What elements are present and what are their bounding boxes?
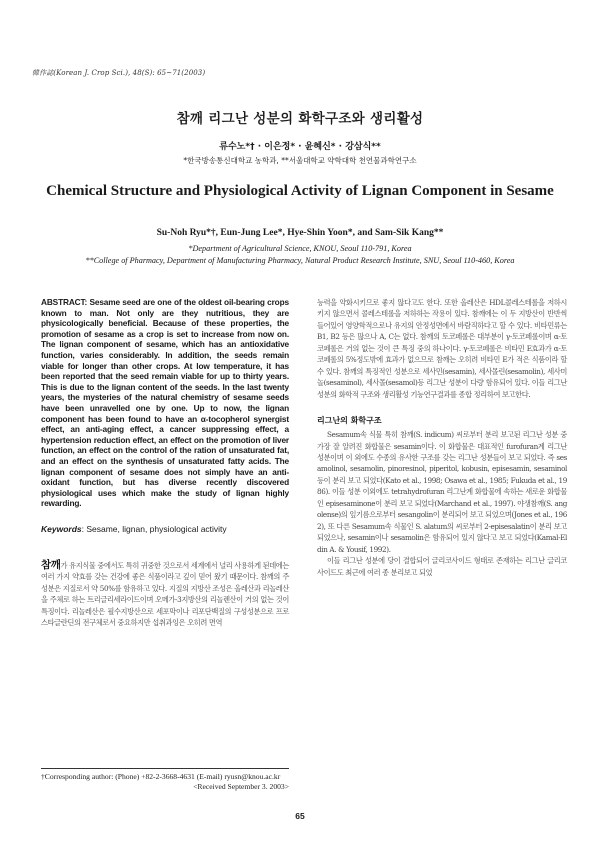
title-korean: 참깨 리그난 성분의 화학구조와 생리활성 — [176, 111, 424, 127]
footnote — [41, 772, 289, 792]
affiliation-english-2: **College of Pharmacy, Department of Manufacturing Pharmacy, Natural Product Research Institute, SNU, Seoul 110-460, Korea — [85, 255, 515, 265]
intro-text: 가 유지식물 중에서도 특히 귀중한 것으로서 세계에서 널리 사용하게 된데에는 여러 가지 약효를 갖는 건강에 좋은 식품이라고 깊이 믿어 왔기 때문이다. 참깨의 주성분은 지질로서 약 50%를 함유하고 있다. 지질의 지방산 조성은 올레산과 리놀레산을 주체로 하는 트리글리세라이드이며 오메가-3지방산의 리놀렌산이 거의 없는 것이 특징이다. 리놀레산은 필수지방산으로 세포막이나 리포단백질의 구성성분으로 프로스타글란딘의 전구체로서 중요하지만 섭취과잉은 오히려 면역 — [41, 560, 289, 628]
affiliation-korean: *한국방송통신대학교 농학과, **서울대학교 약학대학 천연물과학연구소 — [183, 156, 417, 165]
keywords — [41, 524, 289, 534]
received-date: <Received September 3. 2003> — [193, 782, 289, 791]
right-paragraph-3: 이들 리그난 성분에 당이 결합되어 글리코사이드 형태로 존재하는 리그난 글리코사이드도 최근에 여러 종 분리보고 되었 — [317, 556, 567, 577]
right-paragraph-1: 능력을 약화시키므로 좋지 않다고도 한다. 또한 올레산은 HDL콜레스테롤을 저하시키지 않으면서 콜레스테롤을 저하하는 작용이 있다. 참깨에는 이 두 지방산이 반반씩 들어있어 영양학적으로나 유지의 안정성면에서 바람직하다고 할 수 있다. 비타민류는 B1, B2 등은 많으나 A, C는 없다. 참깨의 토코페롤은 대부분이 γ-토코페롤이며 α-토코페롤은 거의 없는 것이 큰 특징 중의 하나이다. γ-토코페롤은 비타민 E효과가 α-토코페롤의 5%정도밖에 효과가 없으므로 참깨는 오히려 비타민 E가 적은 식품이라 할 수 있다. 참깨의 특징적인 성분으로 세사민(sesamin), 세사몰린(sesamolin), 세사미놀(sesaminol), 세사몰(sesamol)등 리그난 성분이 다량 함유되어 있다. 이들 리그난 성분의 화학적 구조와 생리활성 기능연구결과를 종합 정리하여 보고한다. — [317, 298, 567, 399]
affiliation-english — [0, 243, 600, 266]
page-number: 65 — [295, 811, 305, 821]
left-column — [41, 297, 289, 629]
footnote-divider — [41, 768, 289, 769]
abstract: ABSTRACT: Sesame seed are one of the oldest oil-bearing crops known to man. Not only are they nutritious, they are physicologically beneficial. Because of these properties, the promotion of sesame as a crop is set to increase from now on. The lignan component of sesame, which has an antioxidative function, varies considerably. In addition, the seeds remain viable for longer than other crops. At low temperature, it has been reported that the seed remain viable for up to thirty years. This is due to the lignan content of the seeds. In the last twenty years, the mysteries of the natural chemistry of sesame seeds have been unravelled one by one. Up to now, the lignan component has been found to have an α-tocopherol synergist effect, an anti-aging effect, a cancer suppressing effect, a hypertension reduction effect, an effect on the promotion of liver function, an effect on the control of the ration of unsaturated fat, and an effect on the synthesis of unsaturated fatty acids. The lignan component of sesame does not simply have an anti-oxidant function, but has diverse recently discovered physiological uses which make the study of lignan highly rewarding. — [41, 297, 289, 509]
right-column — [317, 297, 567, 578]
corresponding-author: †Corresponding author: (Phone) +82-2-3668-4631 (E-mail) ryusn@knou.ac.kr — [41, 772, 281, 781]
journal-citation: 韓作誌(Korean J. Crop Sci.), 48(S): 65~71(2003) — [32, 69, 206, 77]
intro-paragraph — [41, 560, 289, 629]
keywords-label: Keywords — [41, 523, 82, 534]
section-heading: 리그난의 화학구조 — [317, 416, 382, 426]
keywords-text: : Sesame, lignan, physiological activity — [81, 523, 227, 534]
authors-english: Su-Noh Ryu*†, Eun-Jung Lee*, Hye-Shin Yoon*, and Sam-Sik Kang** — [156, 228, 444, 238]
authors-korean: 류수노*† · 이은정* · 윤혜신* · 강삼식** — [219, 142, 381, 152]
intro-dropcap: 참깨 — [41, 558, 61, 571]
title-english: Chemical Structure and Physiological Activity of Lignan Component in Sesame — [46, 183, 554, 199]
right-paragraph-2: Sesamum속 식물 특히 참깨(S. indicum) 씨로부터 분리 보고된 리그난 성분 중 가장 잘 알려진 화합물은 sesamin이다. 이 화합물은 대표적인 furofuran계 리그난 성분이며 이 외에도 수종의 유사한 구조를 갖는 리그난 성분들이 보고 되었다. 즉 sesamolinol, sesamolin, pinoresinol, piperitol, kobusin, episesamin, sesaminol 등이 분리 보고 되었다(Kato et al., 1998; Osawa et al., 1985; Fukuda et al., 1986). 이들 성분 이외에도 tetrahydrofuran 리그난계 화합물에 속하는 새로운 화합물인 episesaminone이 분리 보고 되었다(Marchand et al., 1997). 야생참깨(S. angolense)의 잎기름으로부터 sesangolin이 분리되어 보고 되었으며(Jones et al., 1962), 또 다른 Sesamum속 식물인 S. alatum의 씨로부터 2-episesalatin이 분리 보고 되었으나, sesamin이나 sesamolin은 함유되어 있지 않다고 보고 되었다(Kamal-Eldin A. & Yousif, 1992). — [317, 430, 567, 554]
affiliation-english-1: *Department of Agricultural Science, KNOU, Seoul 110-791, Korea — [188, 244, 412, 253]
